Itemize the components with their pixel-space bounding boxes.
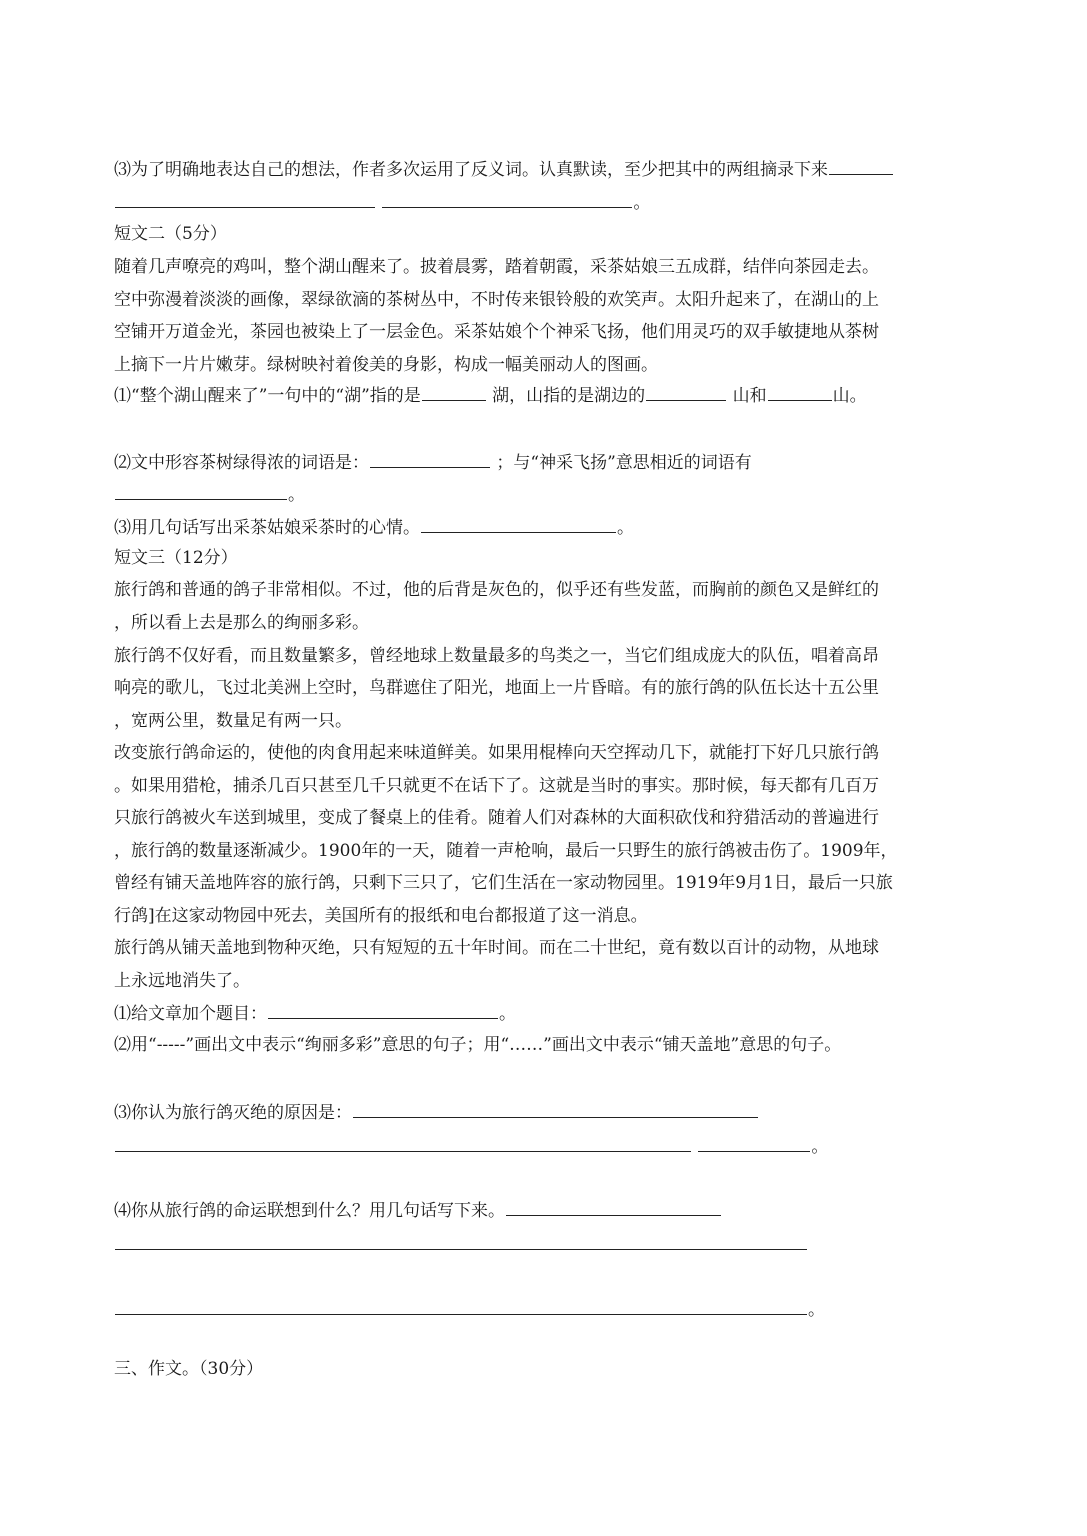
answer-blank[interactable] bbox=[115, 483, 287, 500]
answer-blank[interactable] bbox=[422, 384, 486, 401]
passage2-q1: ⑴“整个湖山醒来了”一句中的“湖”指的是 湖，山指的是湖边的 山和 山。 bbox=[114, 386, 867, 406]
answer-blank[interactable] bbox=[421, 516, 616, 533]
answer-blank[interactable] bbox=[115, 191, 375, 208]
passage3-title: 短文三（12分） bbox=[114, 548, 238, 568]
passage3-q4: ⑷你从旅行鸽的命运联想到什么？用几句话写下来。 bbox=[114, 1199, 974, 1221]
answer-blank[interactable] bbox=[768, 384, 832, 401]
answer-blank[interactable] bbox=[370, 451, 490, 468]
answer-blank[interactable] bbox=[115, 1135, 691, 1152]
passage3-q3-cont: 。 bbox=[114, 1135, 974, 1157]
passage3-line: 改变旅行鸽命运的，使他的肉食用起来味道鲜美。如果用棍棒向天空挥动几下，就能打下好几只旅行鸽 bbox=[114, 743, 879, 763]
answer-blank[interactable] bbox=[646, 384, 726, 401]
passage3-q3: ⑶你认为旅行鸽灭绝的原因是： bbox=[114, 1101, 974, 1123]
answer-blank[interactable] bbox=[115, 1233, 807, 1250]
passage3-line: 曾经有铺天盖地阵容的旅行鸽，只剩下三只了，它们生活在一家动物园里。1919年9月1日，最后一只旅 bbox=[114, 873, 893, 893]
passage3-line: 旅行鸽从铺天盖地到物种灭绝，只有短短的五十年时间。而在二十世纪，竟有数以百计的动物，从地球 bbox=[114, 938, 879, 958]
section3-title: 三、作文。（30分） bbox=[114, 1359, 264, 1379]
passage2-title: 短文二（5分） bbox=[114, 224, 227, 244]
passage3-q2: ⑵用“-----”画出文中表示“绚丽多彩”意思的句子；用“……”画出文中表示“铺天盖地”意思的句子。 bbox=[114, 1035, 842, 1055]
passage2-line: 随着几声嘹亮的鸡叫，整个湖山醒来了。披着晨雾，踏着朝霞，采茶姑娘三五成群，结伴向茶园走去。 bbox=[114, 257, 879, 277]
passage2-q2: ⑵文中形容茶树绿得浓的词语是： ；与“神采飞扬”意思相近的词语有 bbox=[114, 453, 752, 473]
answer-blank[interactable] bbox=[829, 158, 893, 175]
passage2-q3: ⑶用几句话写出采茶姑娘采茶时的心情。 。 bbox=[114, 518, 634, 538]
passage3-q4-line2 bbox=[114, 1233, 974, 1255]
passage3-line: ，宽两公里，数量足有两一只。 bbox=[114, 711, 352, 731]
answer-blank[interactable] bbox=[268, 1002, 498, 1019]
passage3-line: 上永远地消失了。 bbox=[114, 971, 250, 991]
passage3-line: 旅行鸽不仅好看，而且数量繁多，曾经地球上数量最多的鸟类之一，当它们组成庞大的队伍，唱着高昂 bbox=[114, 646, 879, 666]
passage2-line: 空中弥漫着淡淡的画像，翠绿欲滴的茶树丛中，不时传来银铃般的欢笑声。太阳升起来了，在湖山的上 bbox=[114, 290, 879, 310]
q3-antonym-text: ⑶为了明确地表达自己的想法，作者多次运用了反义词。认真默读，至少把其中的两组摘录下来 bbox=[114, 160, 828, 180]
passage2-line: 上摘下一片片嫩芽。绿树映衬着俊美的身影，构成一幅美丽动人的图画。 bbox=[114, 355, 658, 375]
q3-antonym-blanks: 。 bbox=[114, 191, 974, 213]
passage3-line: 行鸽]在这家动物园中死去，美国所有的报纸和电台都报道了这一消息。 bbox=[114, 906, 648, 926]
passage3-line: 旅行鸽和普通的鸽子非常相似。不过，他的后背是灰色的，似乎还有些发蓝，而胸前的颜色又是鲜红的 bbox=[114, 580, 879, 600]
passage3-line: 。如果用猎枪，捕杀几百只甚至几千只就更不在话下了。这就是当时的事实。那时候，每天都有几百万 bbox=[114, 776, 879, 796]
answer-blank[interactable] bbox=[353, 1101, 758, 1118]
passage3-q4-line3: 。 bbox=[114, 1298, 974, 1320]
passage3-line: ，旅行鸽的数量逐渐减少。1900年的一天，随着一声枪响，最后一只野生的旅行鸽被击伤了。1909年， bbox=[114, 841, 898, 861]
passage2-q2-cont: 。 bbox=[114, 483, 974, 505]
passage3-line: ，所以看上去是那么的绚丽多彩。 bbox=[114, 613, 369, 633]
answer-blank[interactable] bbox=[698, 1135, 810, 1152]
passage3-line: 响亮的歌儿，飞过北美洲上空时，鸟群遮住了阳光，地面上一片昏暗。有的旅行鸽的队伍长达十五公里 bbox=[114, 678, 879, 698]
answer-blank[interactable] bbox=[115, 1298, 807, 1315]
answer-blank[interactable] bbox=[382, 191, 632, 208]
q3-antonym-line bbox=[114, 158, 974, 180]
passage3-line: 只旅行鸽被火车送到城里，变成了餐桌上的佳肴。随着人们对森林的大面积砍伐和狩猎活动的普遍进行 bbox=[114, 808, 879, 828]
answer-blank[interactable] bbox=[506, 1199, 721, 1216]
passage2-line: 空铺开万道金光，茶园也被染上了一层金色。采茶姑娘个个神采飞扬，他们用灵巧的双手敏捷地从茶树 bbox=[114, 322, 879, 342]
passage3-q1: ⑴给文章加个题目： 。 bbox=[114, 1004, 516, 1024]
